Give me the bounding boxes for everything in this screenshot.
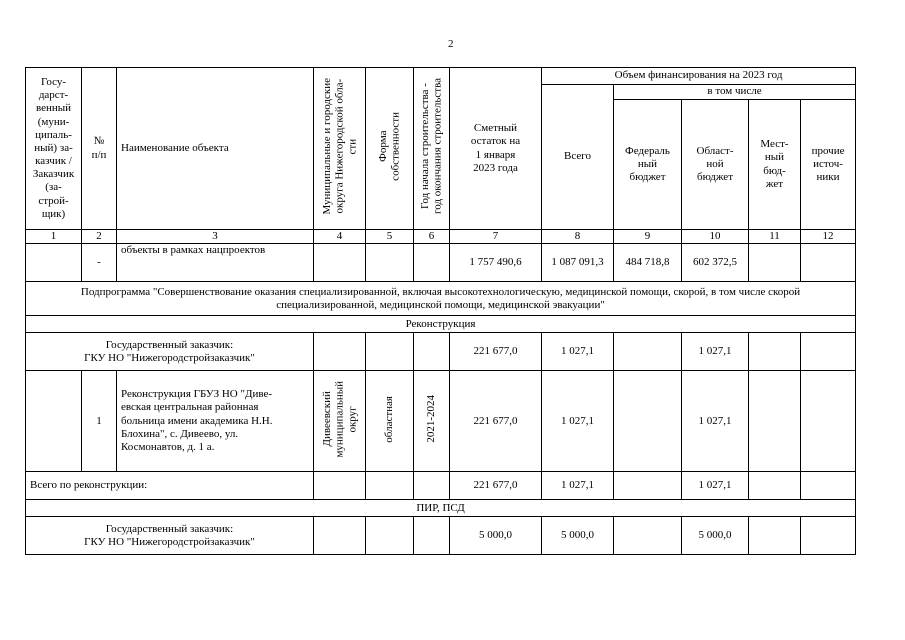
header-municipal: [314, 68, 366, 230]
column-number: 3: [117, 230, 314, 244]
cell-object-name: объекты в рамках нацпроектов: [117, 244, 314, 282]
cell-empty: [749, 244, 801, 282]
cell-municipal-text: Дивеевский муниципальный округ: [320, 380, 358, 458]
cell-empty: [614, 371, 682, 472]
cell-customer: Государственный заказчик: ГКУ НО "Нижегородстройзаказчик": [26, 333, 314, 371]
cell-empty: [749, 472, 801, 500]
header-other: [801, 100, 856, 230]
header-years: [414, 68, 450, 230]
cell-empty: [314, 472, 366, 500]
cell-regional: 1 027,1: [682, 371, 749, 472]
header-municipal-text: Муниципальные и городские округа Нижегородской обла- сти: [320, 78, 358, 215]
subprogram-row: Подпрограмма "Совершенствование оказания специализированной, включая высокотехнологическую, медицинской помощи, скорой, в том числе скорой специализированной, медицинской помощи, медицинской эвакуации": [26, 282, 856, 316]
header-num: [82, 68, 117, 230]
header-total-text: Всего: [564, 150, 591, 163]
header-local: [749, 100, 801, 230]
header-customer: [26, 68, 82, 230]
cell-empty: [314, 517, 366, 555]
header-federal: [614, 100, 682, 230]
cell-empty: [749, 371, 801, 472]
header-balance: [450, 68, 542, 230]
column-number: 4: [314, 230, 366, 244]
header-including: [614, 85, 856, 100]
column-number: 5: [366, 230, 414, 244]
header-total: [542, 85, 614, 230]
cell-empty: [749, 517, 801, 555]
cell-empty: [414, 517, 450, 555]
financing-table: [25, 67, 856, 555]
cell-empty: [749, 333, 801, 371]
cell-empty: [314, 244, 366, 282]
header-num-text: № п/п: [91, 135, 107, 161]
header-regional-text: Област- ной бюджет: [696, 144, 734, 184]
cell-years-text: 2021-2024: [425, 395, 438, 443]
header-federal-text: Федераль ный бюджет: [625, 144, 670, 184]
cell-total: 1 027,1: [542, 371, 614, 472]
header-balance-text: Сметный остаток на 1 января 2023 года: [470, 122, 521, 174]
cell-empty: [614, 333, 682, 371]
table-row-customer-recon: [26, 333, 856, 371]
cell-regional: 602 372,5: [682, 244, 749, 282]
cell-empty: [801, 244, 856, 282]
cell-empty: [614, 517, 682, 555]
cell-empty: [366, 244, 414, 282]
cell-balance: 221 677,0: [450, 371, 542, 472]
cell-ownership-text: областная: [383, 395, 396, 443]
column-number: 2: [82, 230, 117, 244]
column-number: 8: [542, 230, 614, 244]
cell-regional: 1 027,1: [682, 472, 749, 500]
header-funding-volume: [542, 68, 856, 85]
header-ownership: [366, 68, 414, 230]
column-number: 6: [414, 230, 450, 244]
table-row-total-recon: [26, 472, 856, 500]
cell-total-label: Всего по реконструкции:: [26, 472, 314, 500]
section-reconstruction: Реконструкция: [26, 316, 856, 333]
header-object-name: [117, 68, 314, 230]
column-number: 1: [26, 230, 82, 244]
cell-regional: 1 027,1: [682, 333, 749, 371]
section-pir: ПИР, ПСД: [26, 500, 856, 517]
cell-num: 1: [82, 371, 117, 472]
cell-empty: [801, 371, 856, 472]
page-number: 2: [448, 38, 454, 50]
header-years-text: Год начала строительства - год окончания строительства: [418, 78, 444, 215]
cell-empty: [26, 244, 82, 282]
cell-empty: [366, 333, 414, 371]
cell-total: 1 027,1: [542, 472, 614, 500]
cell-num: -: [82, 244, 117, 282]
cell-total: 1 087 091,3: [542, 244, 614, 282]
cell-customer: Государственный заказчик: ГКУ НО "Нижегородстройзаказчик": [26, 517, 314, 555]
header-funding-volume-text: Объем финансирования на 2023 год: [614, 69, 783, 82]
column-number: 10: [682, 230, 749, 244]
column-number: 12: [801, 230, 856, 244]
header-including-text: в том числе: [707, 85, 762, 98]
cell-balance: 221 677,0: [450, 333, 542, 371]
header-local-text: Мест- ный бюд- жет: [760, 138, 789, 190]
header-regional: [682, 100, 749, 230]
column-number: 11: [749, 230, 801, 244]
cell-empty: [801, 517, 856, 555]
cell-federal: 484 718,8: [614, 244, 682, 282]
cell-empty: [414, 333, 450, 371]
column-number: 9: [614, 230, 682, 244]
table-row-natsproekt: [26, 244, 856, 282]
cell-balance: 5 000,0: [450, 517, 542, 555]
header-ownership-text: Форма собственности: [376, 112, 402, 181]
cell-years: [414, 371, 450, 472]
header-other-text: прочие источ- ники: [811, 144, 845, 184]
cell-empty: [801, 333, 856, 371]
column-numbers-row: [26, 230, 856, 244]
cell-balance: 1 757 490,6: [450, 244, 542, 282]
cell-municipal: [314, 371, 366, 472]
cell-object-name: Реконструкция ГБУЗ НО "Диве- евская центральная районная больница имени академика Н.Н. Блохина", с. Дивеево, ул. Космонавтов, д. 1 а.: [117, 371, 314, 472]
cell-empty: [26, 371, 82, 472]
cell-regional: 5 000,0: [682, 517, 749, 555]
table-row-object-1: [26, 371, 856, 472]
cell-empty: [414, 472, 450, 500]
cell-ownership: [366, 371, 414, 472]
column-number: 7: [450, 230, 542, 244]
header-object-name-text: Наименование объекта: [121, 141, 229, 154]
cell-empty: [414, 244, 450, 282]
table-row-customer-pir: [26, 517, 856, 555]
cell-balance: 221 677,0: [450, 472, 542, 500]
cell-empty: [366, 472, 414, 500]
cell-total: 1 027,1: [542, 333, 614, 371]
header-customer-text: Госу- дарст- венный (муни- ципаль- ный) за- казчик / Заказчик (за- строй- щик): [32, 75, 75, 220]
cell-empty: [366, 517, 414, 555]
cell-empty: [614, 472, 682, 500]
cell-empty: [801, 472, 856, 500]
cell-total: 5 000,0: [542, 517, 614, 555]
cell-empty: [314, 333, 366, 371]
